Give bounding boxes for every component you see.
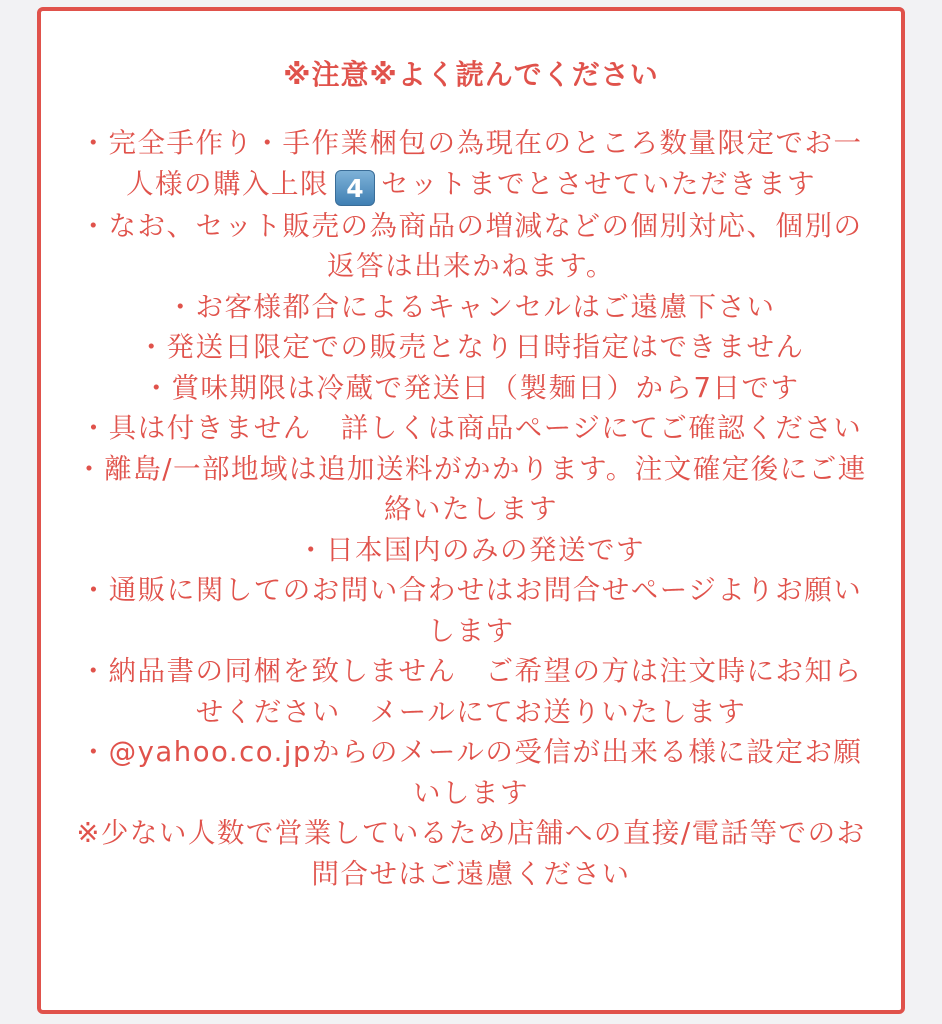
notice-item-no-individual-handling: ・なお、セット販売の為商品の増減などの個別対応、個別の返答は出来かねます。 — [79, 209, 863, 282]
notice-item-invoice: ・納品書の同梱を致しません ご希望の方は注文時にお知らせください メールにてお送りいたします — [79, 655, 863, 728]
notice-item-purchase-limit — [71, 123, 871, 206]
notice-item-no-direct-contact: ※少ない人数で営業しているため店舗への直接/電話等でのお問合せはご遠慮ください — [76, 817, 866, 890]
notice-item-expiry: ・賞味期限は冷蔵で発送日（製麺日）から7日です — [142, 371, 800, 404]
notice-item-inquiry-page: ・通販に関してのお問い合わせはお問合せページよりお願いします — [79, 574, 863, 647]
notice-item-text: ・完全手作り・手作業梱包の為現在のところ数量限定でお一人様の購入上限 — [79, 127, 863, 200]
keycap-number-badge: 4 — [335, 170, 375, 206]
notice-item-remote-shipping: ・離島/一部地域は追加送料がかかります。注文確定後にご連絡いたします — [75, 452, 867, 525]
notice-item-domestic-only: ・日本国内のみの発送です — [297, 533, 645, 566]
notice-item-toppings: ・具は付きません 詳しくは商品ページにてご確認ください — [79, 412, 863, 444]
notice-title: ※注意※よく読んでください — [283, 58, 659, 91]
notice-item-email-settings: ・@yahoo.co.jpからのメールの受信が出来る様に設定お願いします — [79, 736, 863, 809]
notice-item-no-cancellation: ・お客様都合によるキャンセルはご遠慮下さい — [166, 290, 776, 323]
notice-list — [71, 123, 871, 894]
notice-item-shipping-date: ・発送日限定での販売となり日時指定はできません — [137, 331, 805, 363]
notice-box — [37, 7, 905, 1014]
notice-item-text: セットまでとさせていただきます — [381, 167, 816, 200]
